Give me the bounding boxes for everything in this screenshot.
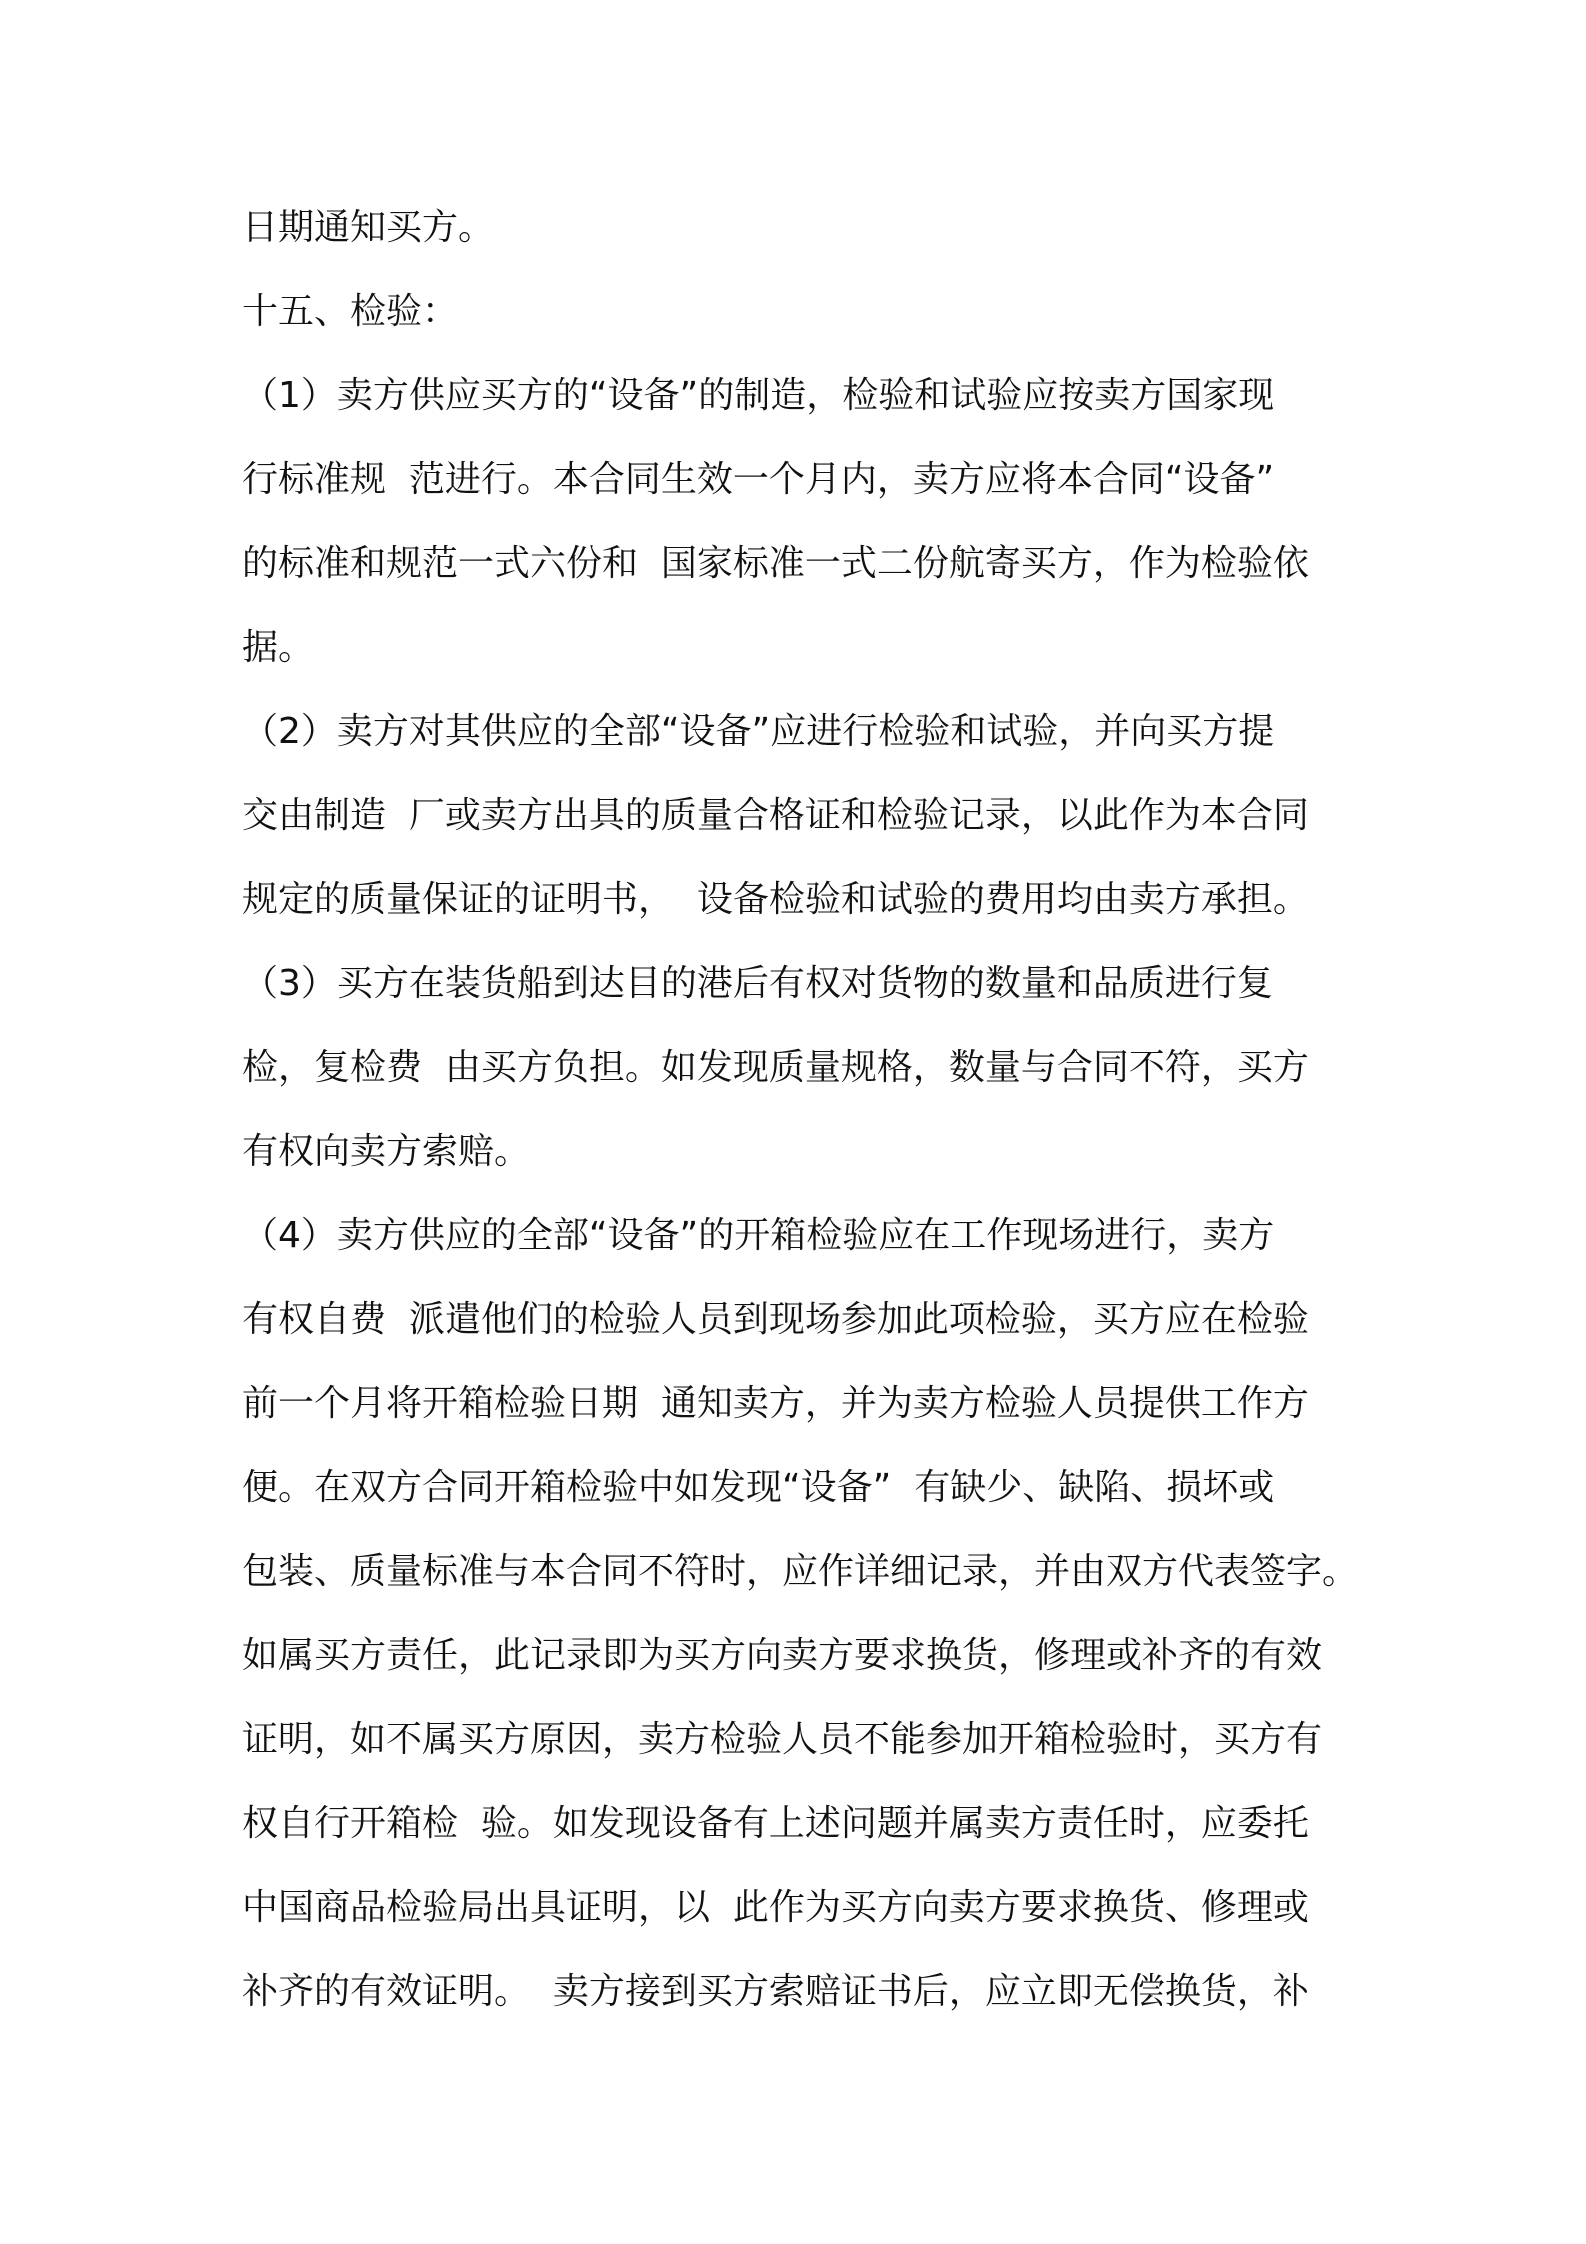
- text-line: （2）卖方对其供应的全部“设备”应进行检验和试验，并向买方提: [242, 711, 1275, 752]
- text-line: 交由制造 厂或卖方出具的质量合格证和检验记录，以此作为本合同: [242, 795, 1309, 836]
- text-line: （4）卖方供应的全部“设备”的开箱检验应在工作现场进行，卖方: [242, 1215, 1275, 1256]
- text-line: （1）卖方供应买方的“设备”的制造，检验和试验应按卖方国家现: [242, 375, 1275, 416]
- text-line: 中国商品检验局出具证明，以 此作为买方向卖方要求换货、修理或: [242, 1887, 1309, 1928]
- text-line: 据。: [242, 627, 315, 668]
- text-line: 行标准规 范进行。本合同生效一个月内，卖方应将本合同“设备”: [242, 459, 1275, 500]
- text-line: 如属买方责任，此记录即为买方向卖方要求换货，修理或补齐的有效: [242, 1635, 1323, 1676]
- text-line: 有权向卖方索赔。: [242, 1131, 531, 1172]
- text-line: 的标准和规范一式六份和 国家标准一式二份航寄买方，作为检验依: [242, 543, 1309, 584]
- text-line: 前一个月将开箱检验日期 通知卖方，并为卖方检验人员提供工作方: [242, 1383, 1309, 1424]
- text-line: 有权自费 派遣他们的检验人员到现场参加此项检验，买方应在检验: [242, 1299, 1309, 1340]
- text-line: 日期通知买方。: [242, 207, 495, 248]
- text-line: 补齐的有效证明。 卖方接到买方索赔证书后，应立即无偿换货，补: [242, 1971, 1309, 2012]
- contract-text: [242, 186, 1362, 2034]
- text-line: 检，复检费 由买方负担。如发现质量规格，数量与合同不符，买方: [242, 1047, 1309, 1088]
- text-line: 便。在双方合同开箱检验中如发现“设备” 有缺少、缺陷、损坏或: [242, 1467, 1275, 1508]
- text-line: 包装、质量标准与本合同不符时，应作详细记录，并由双方代表签字。: [242, 1551, 1359, 1592]
- text-line: 证明，如不属买方原因，卖方检验人员不能参加开箱检验时，买方有: [242, 1719, 1323, 1760]
- section-heading: 十五、检验：: [242, 291, 459, 332]
- text-line: （3）买方在装货船到达目的港后有权对货物的数量和品质进行复: [242, 963, 1273, 1004]
- text-line: 规定的质量保证的证明书， 设备检验和试验的费用均由卖方承担。: [242, 879, 1309, 920]
- text-line: 权自行开箱检 验。如发现设备有上述问题并属卖方责任时，应委托: [242, 1803, 1309, 1844]
